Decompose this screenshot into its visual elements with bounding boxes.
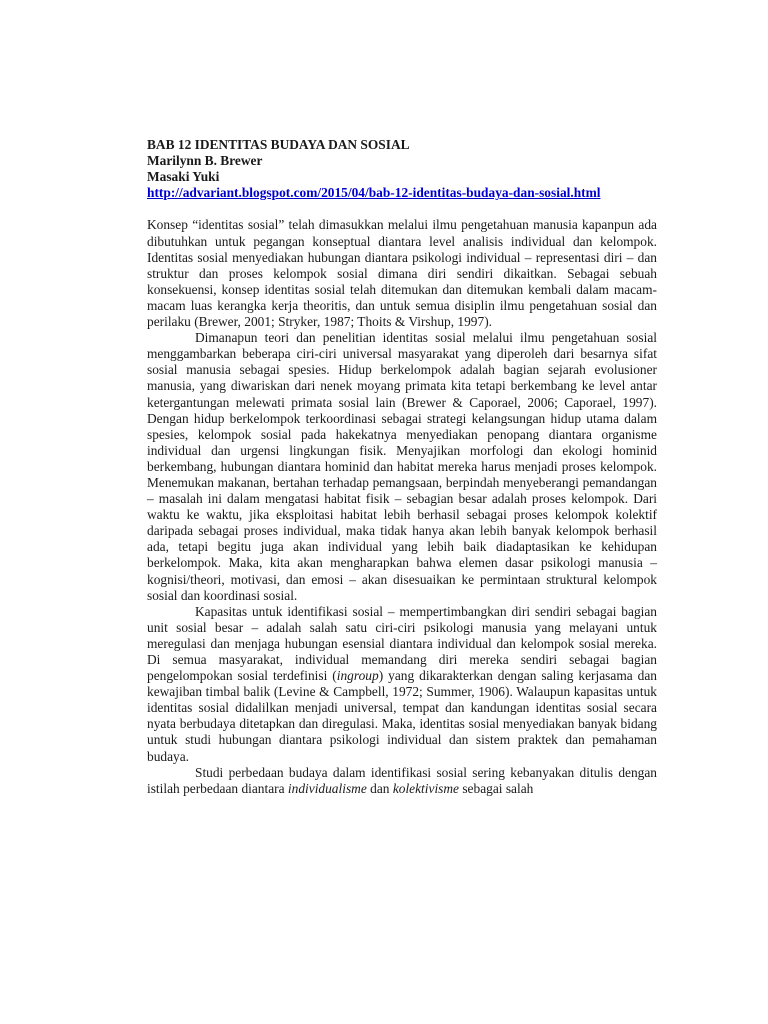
document-title: BAB 12 IDENTITAS BUDAYA DAN SOSIAL — [147, 137, 410, 152]
italic-term: individualisme — [287, 780, 367, 796]
italic-term: kolektivisme — [392, 780, 459, 796]
paragraph-text: dan — [366, 780, 393, 796]
author-name: Marilynn B. Brewer — [147, 153, 263, 169]
author-name: Masaki Yuki — [147, 169, 220, 185]
italic-term: ingroup — [336, 668, 379, 684]
spacer — [147, 201, 657, 217]
paragraph — [147, 765, 657, 797]
paragraph-text: sebagai salah — [459, 780, 534, 796]
paragraph-text: Kapasitas untuk identifikasi sosial – mempertimbangkan diri sendiri sebagai bagian unit sosial besar – adalah salah satu ciri-ciri psikologi manusia yang melayani untuk meregulasi dan menjaga hubungan esensial diantara individual dan kelompok sosial mereka. Di semua masyarakat, individual memandang diri mereka sendiri sebagai bagian pengelompokan sosial terdefinisi ( — [147, 603, 657, 684]
paragraph-text: Studi perbedaan budaya dalam identifikasi sosial sering kebanyakan ditulis dengan istilah perbedaan diantara — [147, 764, 657, 796]
paragraph: Dimanapun teori dan penelitian identitas sosial melalui ilmu pengetahuan sosial menggambarkan beberapa ciri-ciri universal masyarakat yang diperoleh dari besarnya sifat sosial manusia sebagai spesies. Hidup berkelompok adalah bagian sejarah evolusioner manusia, yang diwariskan dari nenek moyang primata kita tetapi berkembang ke level antar ketergantungan melewati primata sosial lain (Brewer & Caporael, 2006; Caporael, 1997). Dengan hidup berkelompok terkoordinasi sebagai strategi kelangsungan hidup utama dalam spesies, kelompok sosial pada hakekatnya menyediakan penopang diantara organisme individual dan urgensi lingkungan fisik. Menyajikan morfologi dan ekologi hominid berkembang, hubungan diantara hominid dan habitat mereka harus menjadi proses kelompok. Menemukan makanan, bertahan terhadap pemangsaan, berpindah menyeberangi pemandangan – masalah ini dalam mengatasi habitat fisik – sebagian besar adalah proses kelompok. Dari waktu ke waktu, jika eksploitasi habitat lebih berhasil sebagai proses kelompok kolektif daripada sebagai proses individual, maka tidak hanya akan lebih banyak kelompok berhasil ada, tetapi begitu juga akan individual yang lebih baik diadaptasikan ke kehidupan berkelompok. Maka, kita akan mengharapkan bahwa elemen dasar psikologi manusia – kognisi/theori, motivasi, dan emosi – akan disesuaikan ke permintaan struktural kelompok sosial dan koordinasi sosial. — [147, 330, 657, 603]
paragraph-text: ) yang dikarakterkan dengan saling kerjasama dan kewajiban timbal balik (Levine & Campbell, 1972; Summer, 1906). Walaupun kapasitas untuk identitas sosial didalilkan menjadi universal, tempat dan kandungan identitas sosial secara nyata berbudaya ditetapkan dan diregulasi. Maka, identitas sosial menyediakan banyak bidang untuk studi hubungan diantara psikologi individual dan sistem praktek dan pemahaman budaya. — [147, 668, 657, 764]
paragraph — [147, 604, 657, 765]
document-page — [147, 137, 657, 797]
source-link[interactable]: http://advariant.blogspot.com/2015/04/bab-12-identitas-budaya-dan-sosial.html — [147, 185, 601, 201]
paragraph: Konsep “identitas sosial” telah dimasukkan melalui ilmu pengetahuan manusia kapanpun ada dibutuhkan untuk pegangan konseptual diantara level analisis individual dan kelompok. Identitas sosial menyediakan hubungan diantara psikologi individual – representasi diri – dan struktur dan proses kelompok sosial dimana diri sendiri dikaitkan. Sebagai sebuah konsekuensi, konsep identitas sosial telah ditemukan dan ditemukan kembali dalam macam-macam luas kerangka kerja theoritis, dan untuk semua disiplin ilmu pengetahuan sosial dan perilaku (Brewer, 2001; Stryker, 1987; Thoits & Virshup, 1997). — [147, 217, 657, 330]
